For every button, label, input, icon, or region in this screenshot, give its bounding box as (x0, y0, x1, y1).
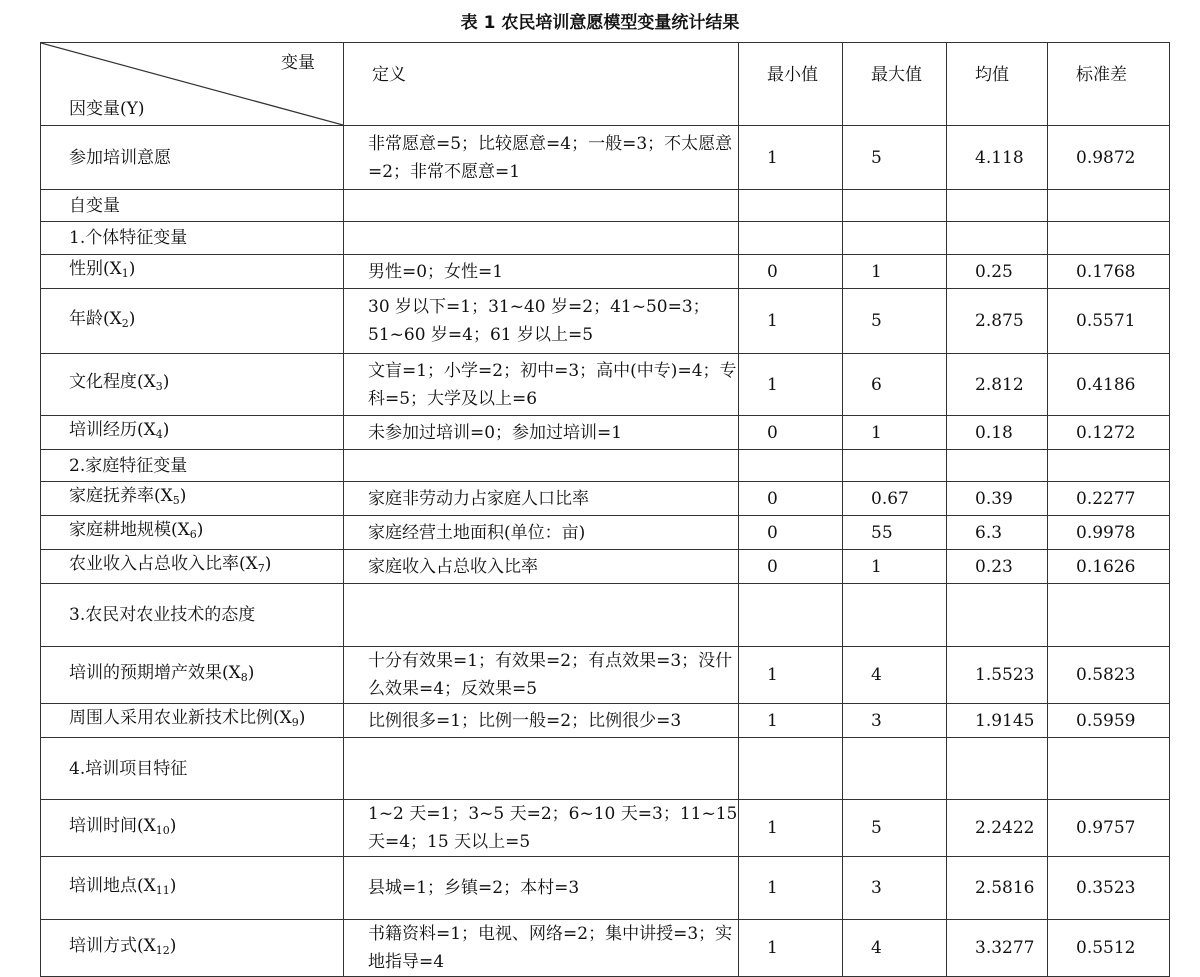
max-value: 3 (843, 704, 947, 738)
std-value: 0.1626 (1048, 550, 1170, 584)
variable-name-cell: 家庭耕地规模$(X_6)$ (41, 516, 344, 550)
section-title: 2.家庭特征变量 (41, 450, 344, 482)
std-value: 0.5571 (1048, 289, 1170, 354)
empty-cell (843, 584, 947, 647)
empty-cell (843, 222, 947, 255)
mean-value: 2.2422 (947, 800, 1048, 857)
mean-value: 0.23 (947, 550, 1048, 584)
section-row (41, 450, 1170, 482)
empty-cell (947, 450, 1048, 482)
variable-name: 家庭耕地规模(X (69, 520, 190, 540)
variable-name-cell: 培训方式$(X_{12})$ (41, 920, 344, 977)
table-row (41, 255, 1170, 289)
max-value: 4 (843, 920, 947, 977)
mean-value: 2.5816 (947, 857, 1048, 920)
header-min: 最小值 (739, 43, 843, 126)
min-value: 1 (739, 920, 843, 977)
empty-cell (1048, 190, 1170, 222)
max-value: 4 (843, 647, 947, 704)
variable-name-cell: 培训经历$(X_4)$ (41, 416, 344, 450)
empty-cell (739, 584, 843, 647)
max-value: 5 (843, 800, 947, 857)
variable-subscript: 1 (121, 267, 129, 280)
mean-value: 0.39 (947, 482, 1048, 516)
max-value: 1 (843, 255, 947, 289)
table-row (41, 920, 1170, 977)
variable-name: 培训方式(X (69, 935, 156, 956)
variable-subscript: 3 (155, 380, 163, 393)
variable-name: 文化程度(X (69, 372, 156, 392)
variable-name: 年龄(X (69, 308, 122, 329)
empty-cell (344, 190, 739, 222)
definition-cell: 家庭非劳动力占家庭人口比率 (344, 482, 739, 516)
min-value: 1 (739, 289, 843, 354)
table-row (41, 482, 1170, 516)
variable-name: 培训经历(X (69, 420, 156, 440)
empty-cell (739, 190, 843, 222)
std-value: 0.4186 (1048, 354, 1170, 416)
mean-value: 2.875 (947, 289, 1048, 354)
std-value: 0.5823 (1048, 647, 1170, 704)
definition-cell: 非常愿意=5；比较愿意=4；一般=3；不太愿意=2；非常不愿意=1 (344, 126, 739, 190)
variable-subscript: 9 (291, 716, 299, 729)
empty-cell (739, 738, 843, 800)
variable-subscript: 6 (189, 528, 197, 541)
std-value: 0.5959 (1048, 704, 1170, 738)
min-value: 0 (739, 550, 843, 584)
definition-cell: 未参加过培训=0；参加过培训=1 (344, 416, 739, 450)
variable-subscript: 2 (121, 316, 129, 330)
mean-value: 6.3 (947, 516, 1048, 550)
header-dependent-variable: 因变量(Y) (69, 99, 145, 119)
table-row (41, 647, 1170, 704)
std-value: 0.9872 (1048, 126, 1170, 190)
variable-name-cell: 家庭抚养率$(X_5)$ (41, 482, 344, 516)
variable-subscript: 7 (257, 562, 265, 575)
definition-cell: 十分有效果=1；有效果=2；有点效果=3；没什么效果=4；反效果=5 (344, 647, 739, 704)
section-row (41, 738, 1170, 800)
min-value: 1 (739, 647, 843, 704)
std-value: 0.5512 (1048, 920, 1170, 977)
variable-name-cell: 年龄$(X_2)$ (41, 289, 344, 354)
header-corner-cell (41, 43, 344, 126)
min-value: 1 (739, 354, 843, 416)
empty-cell (947, 190, 1048, 222)
variable-name: 家庭抚养率(X (69, 486, 173, 506)
mean-value: 0.18 (947, 416, 1048, 450)
variable-name-cell: 文化程度$(X_3)$ (41, 354, 344, 416)
variable-subscript: 12 (155, 943, 170, 957)
definition-cell: 比例很多=1；比例一般=2；比例很少=3 (344, 704, 739, 738)
variable-subscript: 10 (155, 823, 170, 837)
header-row (41, 43, 1170, 126)
variable-name: 周围人采用农业新技术比例(X (69, 708, 292, 728)
table-row (41, 857, 1170, 920)
variable-name: 培训地点(X (69, 875, 156, 896)
definition-cell: 家庭经营土地面积(单位：亩) (344, 516, 739, 550)
variable-name-cell: 农业收入占总收入比率$(X_7)$ (41, 550, 344, 584)
definition-cell: 家庭收入占总收入比率 (344, 550, 739, 584)
max-value: 6 (843, 354, 947, 416)
definition-cell: 男性=0；女性=1 (344, 255, 739, 289)
variable-name-cell: 性别$(X_1)$ (41, 255, 344, 289)
definition-cell: 文盲=1；小学=2；初中=3；高中(中专)=4；专科=5；大学及以上=6 (344, 354, 739, 416)
empty-cell (344, 584, 739, 647)
header-definition: 定义 (344, 43, 739, 126)
table-row (41, 800, 1170, 857)
variable-name-cell (41, 126, 344, 190)
section-row (41, 222, 1170, 255)
table-row (41, 704, 1170, 738)
table-caption: 表 1 农民培训意愿模型变量统计结果 (460, 13, 740, 33)
header-mean: 均值 (947, 43, 1048, 126)
definition-cell: 1~2 天=1；3~5 天=2；6~10 天=3；11~15 天=4；15 天以上=5 (344, 800, 739, 857)
std-value: 0.1768 (1048, 255, 1170, 289)
variable-subscript: 11 (155, 883, 170, 897)
mean-value: 3.3277 (947, 920, 1048, 977)
empty-cell (1048, 584, 1170, 647)
section-row (41, 190, 1170, 222)
variable-name-cell: 培训地点$(X_{11})$ (41, 857, 344, 920)
header-std: 标准差 (1048, 43, 1170, 126)
empty-cell (947, 584, 1048, 647)
empty-cell (947, 738, 1048, 800)
table-row (41, 289, 1170, 354)
variable-name: 农业收入占总收入比率(X (69, 554, 258, 574)
min-value: 0 (739, 416, 843, 450)
std-value: 0.2277 (1048, 482, 1170, 516)
section-title: 1.个体特征变量 (41, 222, 344, 255)
mean-value: 1.9145 (947, 704, 1048, 738)
variable-name: 培训时间(X (69, 815, 156, 836)
max-value: 3 (843, 857, 947, 920)
std-value: 0.9978 (1048, 516, 1170, 550)
min-value: 1 (739, 126, 843, 190)
mean-value: 0.25 (947, 255, 1048, 289)
min-value: 0 (739, 482, 843, 516)
std-value: 0.9757 (1048, 800, 1170, 857)
mean-value: 2.812 (947, 354, 1048, 416)
empty-cell (843, 738, 947, 800)
table-row (41, 516, 1170, 550)
mean-value: 1.5523 (947, 647, 1048, 704)
empty-cell (344, 450, 739, 482)
variable-name: 参加培训意愿 (69, 147, 171, 168)
table-row (41, 416, 1170, 450)
section-title: 自变量 (41, 190, 344, 222)
variable-name-cell: 周围人采用农业新技术比例$(X_9)$ (41, 704, 344, 738)
variable-name: 性别(X (69, 259, 122, 279)
min-value: 1 (739, 857, 843, 920)
variable-subscript: 5 (172, 494, 180, 507)
max-value: 0.67 (843, 482, 947, 516)
max-value: 55 (843, 516, 947, 550)
header-variable: 变量 (281, 53, 315, 73)
empty-cell (843, 450, 947, 482)
empty-cell (739, 450, 843, 482)
empty-cell (843, 190, 947, 222)
section-title: 3.农民对农业技术的态度 (41, 584, 344, 647)
variable-name-cell: 培训的预期增产效果$(X_8)$ (41, 647, 344, 704)
empty-cell (344, 738, 739, 800)
mean-value: 4.118 (947, 126, 1048, 190)
variable-subscript: 8 (240, 670, 248, 684)
table-row (41, 354, 1170, 416)
empty-cell (1048, 222, 1170, 255)
min-value: 0 (739, 255, 843, 289)
table-row (41, 126, 1170, 190)
std-value: 0.1272 (1048, 416, 1170, 450)
definition-cell: 30 岁以下=1；31~40 岁=2；41~50=3；51~60 岁=4；61 岁以上=5 (344, 289, 739, 354)
definition-cell: 县城=1；乡镇=2；本村=3 (344, 857, 739, 920)
variable-name: 培训的预期增产效果(X (69, 662, 241, 683)
max-value: 5 (843, 289, 947, 354)
empty-cell (739, 222, 843, 255)
min-value: 0 (739, 516, 843, 550)
max-value: 1 (843, 550, 947, 584)
variable-subscript: 4 (155, 428, 163, 441)
variable-name-cell: 培训时间$(X_{10})$ (41, 800, 344, 857)
header-max: 最大值 (843, 43, 947, 126)
section-row (41, 584, 1170, 647)
max-value: 5 (843, 126, 947, 190)
empty-cell (947, 222, 1048, 255)
empty-cell (1048, 450, 1170, 482)
std-value: 0.3523 (1048, 857, 1170, 920)
statistics-table (40, 42, 1170, 977)
empty-cell (1048, 738, 1170, 800)
table-row (41, 550, 1170, 584)
section-title: 4.培训项目特征 (41, 738, 344, 800)
definition-cell: 书籍资料=1；电视、网络=2；集中讲授=3；实地指导=4 (344, 920, 739, 977)
min-value: 1 (739, 800, 843, 857)
max-value: 1 (843, 416, 947, 450)
empty-cell (344, 222, 739, 255)
min-value: 1 (739, 704, 843, 738)
